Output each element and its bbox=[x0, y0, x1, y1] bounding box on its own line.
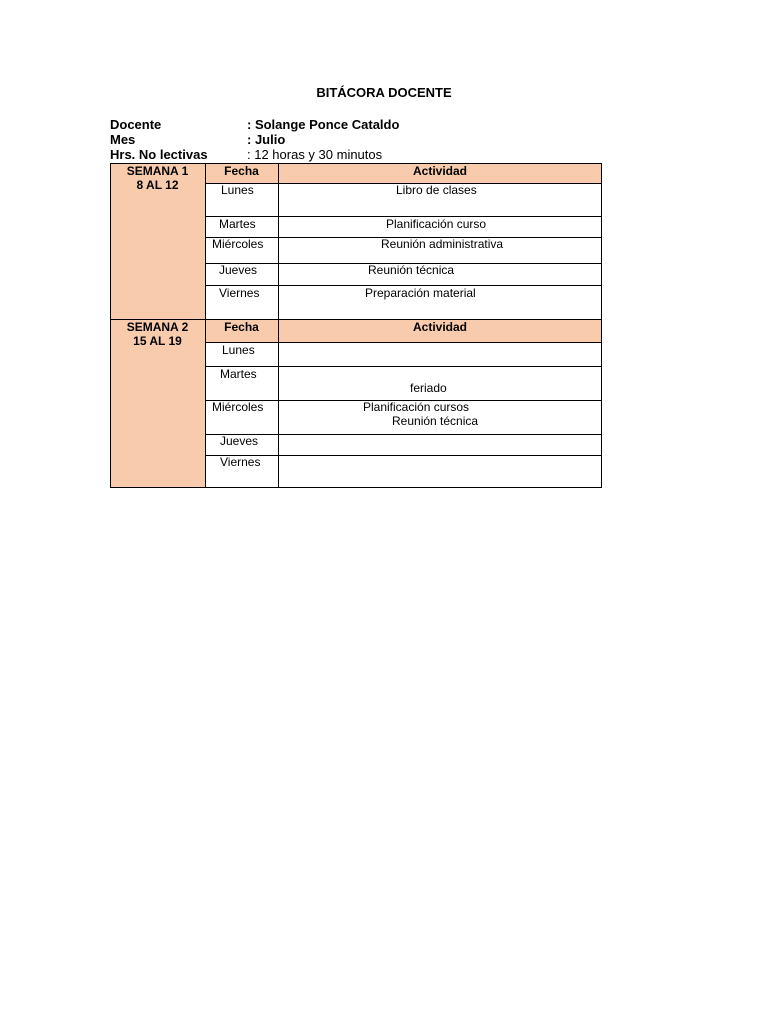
mes-value: : Julio bbox=[247, 132, 286, 147]
week2-title: SEMANA 2 bbox=[126, 320, 189, 334]
week1-day: Lunes bbox=[221, 183, 254, 197]
docente-label: Docente bbox=[110, 117, 162, 132]
week1-fecha-header: Fecha bbox=[224, 164, 259, 178]
week2-activity-line2: Reunión técnica bbox=[392, 414, 479, 428]
mes-label: Mes bbox=[110, 132, 136, 147]
week2-day: Martes bbox=[220, 367, 257, 381]
week1-range: 8 AL 12 bbox=[136, 178, 179, 192]
week1-day: Jueves bbox=[219, 263, 258, 277]
week2-day: Jueves bbox=[220, 434, 259, 448]
hrs-value: : 12 horas y 30 minutos bbox=[247, 147, 383, 162]
week1-activity: Reunión técnica bbox=[368, 263, 455, 277]
week1-activity: Planificación curso bbox=[386, 217, 487, 231]
week2-activity-line2: feriado bbox=[410, 381, 447, 395]
docente-value: : Solange Ponce Cataldo bbox=[247, 117, 400, 132]
week2-day: Miércoles bbox=[212, 400, 264, 414]
week1-day: Martes bbox=[219, 217, 256, 231]
week1-actividad-header: Actividad bbox=[412, 164, 467, 178]
page-title: BITÁCORA DOCENTE bbox=[316, 85, 452, 100]
divider bbox=[205, 342, 602, 343]
divider bbox=[205, 434, 602, 435]
week1-activity: Reunión administrativa bbox=[381, 237, 504, 251]
week1-day: Miércoles bbox=[212, 237, 264, 251]
week2-activity: Planificación cursos bbox=[363, 400, 470, 414]
week2-actividad-header: Actividad bbox=[412, 320, 467, 334]
week2-range: 15 AL 19 bbox=[133, 334, 182, 348]
week1-activity: Libro de clases bbox=[396, 183, 477, 197]
divider bbox=[205, 455, 602, 456]
week1-day: Viernes bbox=[219, 286, 260, 300]
week2-fecha-header: Fecha bbox=[224, 320, 259, 334]
week2-day: Viernes bbox=[220, 455, 261, 469]
week2-day: Lunes bbox=[222, 343, 255, 357]
week1-title: SEMANA 1 bbox=[126, 164, 189, 178]
divider bbox=[205, 366, 602, 367]
hrs-label: Hrs. No lectivas bbox=[110, 147, 208, 162]
week1-activity: Preparación material bbox=[365, 286, 476, 300]
